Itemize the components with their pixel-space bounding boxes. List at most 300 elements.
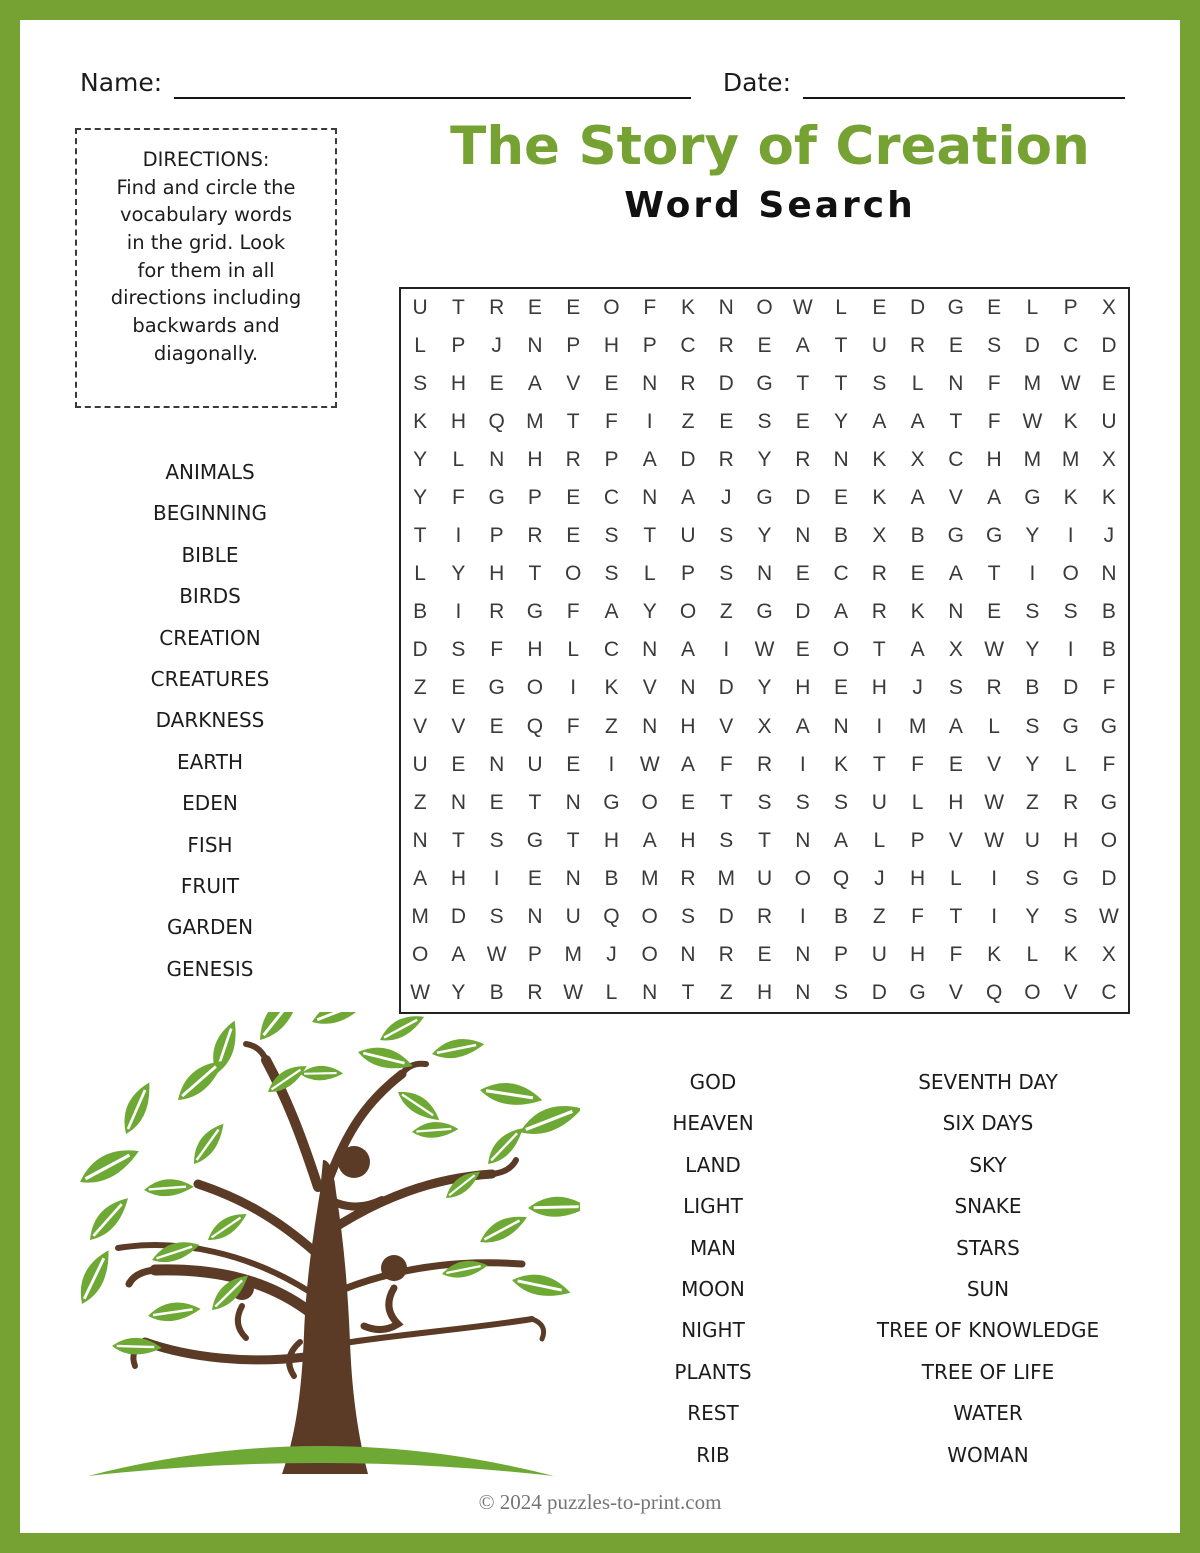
grid-letter[interactable]: V	[566, 372, 581, 396]
grid-letter[interactable]: W	[984, 828, 1005, 852]
grid-letter[interactable]: S	[451, 638, 466, 662]
grid-letter[interactable]: Y	[757, 448, 772, 472]
grid-letter[interactable]: U	[756, 866, 773, 890]
grid-letter[interactable]: E	[566, 524, 581, 548]
grid-letter[interactable]: D	[718, 676, 734, 700]
grid-letter[interactable]: R	[910, 334, 926, 358]
grid-letter[interactable]: W	[410, 980, 431, 1004]
grid-letter[interactable]: X	[1101, 296, 1116, 320]
grid-letter[interactable]: N	[833, 714, 849, 738]
grid-letter[interactable]: D	[1024, 334, 1040, 358]
grid-letter[interactable]: I	[876, 714, 883, 738]
grid-letter[interactable]: B	[489, 980, 504, 1004]
grid-letter[interactable]: C	[948, 448, 964, 472]
grid-letter[interactable]: E	[527, 296, 542, 320]
grid-letter[interactable]: D	[1101, 866, 1117, 890]
grid-letter[interactable]: W	[984, 790, 1005, 814]
grid-letter[interactable]: K	[1063, 942, 1078, 966]
grid-letter[interactable]: P	[834, 942, 849, 966]
grid-letter[interactable]: S	[604, 562, 619, 586]
grid-letter[interactable]: V	[948, 486, 963, 510]
grid-letter[interactable]: U	[565, 904, 581, 928]
grid-letter[interactable]: R	[718, 942, 734, 966]
grid-letter[interactable]: F	[605, 410, 618, 434]
grid-letter[interactable]: P	[527, 942, 542, 966]
grid-letter[interactable]: S	[1025, 714, 1040, 738]
grid-letter[interactable]: U	[412, 296, 428, 320]
grid-letter[interactable]: R	[756, 752, 773, 776]
grid-letter[interactable]: G	[1024, 486, 1041, 510]
grid-letter[interactable]: Z	[872, 904, 886, 928]
grid-letter[interactable]: H	[489, 562, 505, 586]
grid-letter[interactable]: S	[489, 904, 504, 928]
grid-letter[interactable]: O	[565, 562, 582, 586]
grid-letter[interactable]: N	[795, 980, 811, 1004]
grid-letter[interactable]: W	[1022, 410, 1043, 434]
grid-letter[interactable]: D	[718, 904, 734, 928]
grid-letter[interactable]: L	[414, 562, 426, 586]
grid-letter[interactable]: L	[567, 638, 580, 662]
grid-letter[interactable]: A	[451, 942, 466, 966]
grid-letter[interactable]: I	[1067, 638, 1074, 662]
grid-letter[interactable]: O	[1062, 562, 1079, 586]
grid-letter[interactable]: R	[718, 334, 734, 358]
grid-letter[interactable]: Y	[1025, 524, 1040, 548]
grid-letter[interactable]: J	[721, 486, 732, 510]
grid-letter[interactable]: O	[1100, 828, 1118, 852]
grid-letter[interactable]: D	[871, 980, 887, 1004]
grid-letter[interactable]: Z	[681, 410, 695, 434]
grid-letter[interactable]: A	[604, 600, 619, 624]
grid-letter[interactable]: N	[642, 372, 658, 396]
grid-letter[interactable]: D	[795, 486, 811, 510]
grid-letter[interactable]: R	[986, 676, 1002, 700]
grid-letter[interactable]: K	[1101, 486, 1116, 510]
grid-letter[interactable]: H	[527, 448, 543, 472]
grid-letter[interactable]: O	[603, 296, 620, 320]
grid-letter[interactable]: O	[526, 676, 544, 700]
grid-letter[interactable]: T	[834, 334, 848, 358]
grid-letter[interactable]: M	[717, 866, 735, 890]
grid-letter[interactable]: I	[570, 676, 577, 700]
grid-letter[interactable]: T	[643, 524, 657, 548]
grid-letter[interactable]: C	[603, 486, 620, 510]
grid-letter[interactable]: P	[451, 334, 466, 358]
grid-letter[interactable]: H	[1063, 828, 1079, 852]
grid-letter[interactable]: G	[1100, 714, 1118, 738]
grid-letter[interactable]: C	[833, 562, 849, 586]
name-input-line[interactable]	[174, 69, 691, 99]
grid-letter[interactable]: G	[1062, 866, 1079, 890]
grid-letter[interactable]: S	[1025, 866, 1040, 890]
grid-letter[interactable]: L	[873, 828, 886, 852]
grid-letter[interactable]: M	[640, 866, 659, 890]
grid-letter[interactable]: S	[795, 790, 810, 814]
grid-letter[interactable]: R	[718, 448, 734, 472]
grid-letter[interactable]: P	[566, 334, 581, 358]
grid-letter[interactable]: N	[948, 600, 964, 624]
grid-letter[interactable]: A	[910, 410, 925, 434]
grid-letter[interactable]: N	[565, 866, 581, 890]
grid-letter[interactable]: E	[566, 486, 581, 510]
grid-letter[interactable]: O	[641, 790, 658, 814]
grid-letter[interactable]: P	[680, 562, 695, 586]
grid-letter[interactable]: F	[719, 752, 733, 776]
grid-letter[interactable]: G	[947, 524, 965, 548]
grid-letter[interactable]: S	[719, 828, 734, 852]
grid-letter[interactable]: I	[493, 866, 500, 890]
grid-letter[interactable]: X	[910, 448, 925, 472]
grid-letter[interactable]: B	[910, 524, 925, 548]
grid-letter[interactable]: N	[833, 448, 849, 472]
grid-letter[interactable]: T	[719, 790, 733, 814]
grid-letter[interactable]: T	[796, 372, 810, 396]
grid-letter[interactable]: Z	[413, 790, 427, 814]
grid-letter[interactable]: E	[527, 866, 542, 890]
grid-letter[interactable]: C	[680, 334, 696, 358]
grid-letter[interactable]: G	[1062, 714, 1079, 738]
grid-letter[interactable]: L	[605, 980, 618, 1004]
grid-letter[interactable]: B	[1101, 600, 1116, 624]
grid-letter[interactable]: S	[757, 790, 772, 814]
grid-letter[interactable]: H	[871, 676, 887, 700]
grid-letter[interactable]: T	[566, 828, 580, 852]
grid-letter[interactable]: C	[1063, 334, 1079, 358]
grid-letter[interactable]: E	[795, 562, 810, 586]
grid-letter[interactable]: O	[641, 942, 658, 966]
grid-letter[interactable]: F	[1102, 676, 1116, 700]
grid-letter[interactable]: L	[452, 448, 465, 472]
grid-letter[interactable]: W	[1060, 372, 1081, 396]
grid-letter[interactable]: D	[680, 448, 696, 472]
grid-letter[interactable]: X	[1101, 448, 1116, 472]
grid-letter[interactable]: L	[1064, 752, 1077, 776]
grid-letter[interactable]: A	[680, 486, 695, 510]
grid-letter[interactable]: I	[1067, 524, 1074, 548]
grid-letter[interactable]: G	[603, 790, 620, 814]
grid-letter[interactable]: L	[414, 334, 426, 358]
grid-letter[interactable]: M	[1023, 372, 1042, 396]
grid-letter[interactable]: E	[948, 752, 963, 776]
grid-letter[interactable]: U	[871, 334, 887, 358]
grid-letter[interactable]: G	[985, 524, 1003, 548]
grid-letter[interactable]: S	[872, 372, 887, 396]
grid-letter[interactable]: E	[834, 676, 849, 700]
grid-letter[interactable]: M	[564, 942, 582, 966]
grid-letter[interactable]: J	[606, 942, 617, 966]
word-search-grid[interactable]	[399, 287, 1130, 1014]
grid-letter[interactable]: C	[603, 638, 620, 662]
grid-letter[interactable]: Y	[757, 524, 772, 548]
grid-letter[interactable]: H	[948, 790, 964, 814]
grid-letter[interactable]: D	[1063, 676, 1079, 700]
grid-letter[interactable]: J	[912, 676, 923, 700]
grid-letter[interactable]: E	[795, 410, 810, 434]
grid-letter[interactable]: S	[757, 410, 772, 434]
grid-letter[interactable]: M	[526, 410, 544, 434]
date-input-line[interactable]	[803, 69, 1125, 99]
grid-letter[interactable]: P	[527, 486, 542, 510]
grid-letter[interactable]: A	[795, 334, 810, 358]
grid-letter[interactable]: N	[565, 790, 581, 814]
grid-letter[interactable]: G	[526, 828, 544, 852]
grid-letter[interactable]: K	[987, 942, 1002, 966]
grid-letter[interactable]: A	[680, 752, 695, 776]
grid-letter[interactable]: K	[872, 486, 887, 510]
grid-letter[interactable]: F	[987, 372, 1001, 396]
grid-letter[interactable]: H	[910, 866, 926, 890]
grid-letter[interactable]: B	[1101, 638, 1116, 662]
grid-letter[interactable]: I	[455, 524, 462, 548]
grid-letter[interactable]: R	[565, 448, 581, 472]
grid-letter[interactable]: M	[908, 714, 927, 738]
grid-letter[interactable]: A	[795, 714, 810, 738]
grid-letter[interactable]: V	[451, 714, 466, 738]
grid-letter[interactable]: R	[871, 562, 887, 586]
grid-letter[interactable]: L	[1026, 942, 1039, 966]
grid-letter[interactable]: G	[947, 296, 965, 320]
grid-letter[interactable]: N	[718, 296, 734, 320]
grid-letter[interactable]: T	[451, 828, 465, 852]
grid-letter[interactable]: T	[872, 752, 886, 776]
grid-letter[interactable]: Q	[526, 714, 544, 738]
grid-letter[interactable]: Y	[1025, 752, 1040, 776]
grid-letter[interactable]: K	[872, 448, 887, 472]
grid-letter[interactable]: X	[1101, 942, 1116, 966]
grid-letter[interactable]: Z	[605, 714, 618, 738]
grid-letter[interactable]: A	[987, 486, 1002, 510]
grid-letter[interactable]: Y	[451, 562, 466, 586]
grid-letter[interactable]: N	[642, 980, 658, 1004]
grid-letter[interactable]: L	[1026, 296, 1039, 320]
grid-letter[interactable]: E	[1101, 372, 1116, 396]
grid-letter[interactable]: A	[948, 714, 963, 738]
grid-letter[interactable]: S	[1063, 600, 1078, 624]
grid-letter[interactable]: L	[988, 714, 1000, 738]
grid-letter[interactable]: S	[489, 828, 504, 852]
grid-letter[interactable]: T	[681, 980, 695, 1004]
grid-letter[interactable]: A	[910, 638, 925, 662]
grid-letter[interactable]: H	[450, 410, 466, 434]
grid-letter[interactable]: S	[719, 562, 734, 586]
grid-letter[interactable]: R	[1063, 790, 1079, 814]
grid-letter[interactable]: T	[528, 562, 542, 586]
grid-letter[interactable]: F	[911, 904, 924, 928]
grid-letter[interactable]: O	[679, 600, 697, 624]
grid-letter[interactable]: U	[871, 790, 887, 814]
grid-letter[interactable]: P	[1063, 296, 1078, 320]
grid-letter[interactable]: E	[566, 752, 581, 776]
grid-letter[interactable]: Q	[832, 866, 850, 890]
grid-letter[interactable]: I	[991, 866, 998, 890]
grid-letter[interactable]: N	[527, 904, 543, 928]
grid-letter[interactable]: P	[489, 524, 504, 548]
grid-letter[interactable]: G	[909, 980, 926, 1004]
grid-letter[interactable]: N	[795, 942, 811, 966]
grid-letter[interactable]: H	[527, 638, 543, 662]
grid-letter[interactable]: G	[488, 486, 505, 510]
grid-letter[interactable]: Z	[719, 600, 733, 624]
grid-letter[interactable]: N	[412, 828, 428, 852]
grid-letter[interactable]: E	[680, 790, 695, 814]
grid-letter[interactable]: K	[910, 600, 925, 624]
grid-letter[interactable]: G	[488, 676, 505, 700]
grid-letter[interactable]: R	[527, 524, 543, 548]
grid-letter[interactable]: N	[795, 828, 811, 852]
grid-letter[interactable]: H	[603, 828, 620, 852]
grid-letter[interactable]: O	[794, 866, 811, 890]
grid-letter[interactable]: H	[450, 372, 466, 396]
grid-letter[interactable]: K	[413, 410, 428, 434]
grid-letter[interactable]: U	[1101, 410, 1117, 434]
grid-letter[interactable]: F	[949, 942, 963, 966]
grid-letter[interactable]: I	[1029, 562, 1036, 586]
grid-letter[interactable]: Z	[413, 676, 427, 700]
grid-letter[interactable]: L	[950, 866, 962, 890]
grid-letter[interactable]: A	[642, 828, 657, 852]
grid-letter[interactable]: B	[604, 866, 619, 890]
grid-letter[interactable]: S	[1063, 904, 1078, 928]
grid-letter[interactable]: N	[642, 638, 658, 662]
grid-letter[interactable]: A	[948, 562, 963, 586]
grid-letter[interactable]: Y	[413, 486, 428, 510]
grid-letter[interactable]: M	[411, 904, 429, 928]
grid-letter[interactable]: A	[834, 600, 849, 624]
grid-letter[interactable]: W	[639, 752, 660, 776]
grid-letter[interactable]: E	[604, 372, 619, 396]
grid-letter[interactable]: L	[835, 296, 847, 320]
grid-letter[interactable]: I	[608, 752, 615, 776]
grid-letter[interactable]: A	[680, 638, 695, 662]
grid-letter[interactable]: E	[872, 296, 887, 320]
grid-letter[interactable]: H	[680, 714, 696, 738]
grid-letter[interactable]: N	[489, 752, 505, 776]
grid-letter[interactable]: U	[680, 524, 696, 548]
grid-letter[interactable]: V	[719, 714, 734, 738]
grid-letter[interactable]: J	[874, 866, 885, 890]
grid-letter[interactable]: T	[949, 904, 963, 928]
grid-letter[interactable]: F	[911, 752, 924, 776]
grid-letter[interactable]: T	[987, 562, 1001, 586]
grid-letter[interactable]: A	[527, 372, 542, 396]
grid-letter[interactable]: F	[643, 296, 657, 320]
grid-letter[interactable]: P	[604, 448, 619, 472]
grid-letter[interactable]: J	[1103, 524, 1115, 548]
grid-letter[interactable]: C	[1101, 980, 1117, 1004]
grid-letter[interactable]: T	[949, 410, 963, 434]
grid-letter[interactable]: S	[834, 790, 849, 814]
grid-letter[interactable]: B	[413, 600, 428, 624]
grid-letter[interactable]: S	[719, 524, 734, 548]
grid-letter[interactable]: E	[910, 562, 925, 586]
grid-letter[interactable]: E	[948, 334, 963, 358]
grid-letter[interactable]: Z	[719, 980, 733, 1004]
grid-letter[interactable]: F	[490, 638, 504, 662]
grid-letter[interactable]: U	[1024, 828, 1040, 852]
grid-letter[interactable]: W	[792, 296, 813, 320]
grid-letter[interactable]: I	[723, 638, 730, 662]
grid-letter[interactable]: D	[718, 372, 734, 396]
grid-letter[interactable]: X	[948, 638, 963, 662]
grid-letter[interactable]: V	[987, 752, 1002, 776]
grid-letter[interactable]: R	[489, 296, 505, 320]
grid-letter[interactable]: G	[756, 486, 773, 510]
grid-letter[interactable]: D	[450, 904, 466, 928]
grid-letter[interactable]: G	[756, 372, 773, 396]
grid-letter[interactable]: S	[1025, 600, 1040, 624]
grid-letter[interactable]: G	[526, 600, 544, 624]
grid-letter[interactable]: T	[528, 790, 542, 814]
grid-letter[interactable]: G	[1100, 790, 1118, 814]
grid-letter[interactable]: F	[451, 486, 465, 510]
grid-letter[interactable]: V	[948, 980, 963, 1004]
grid-letter[interactable]: A	[642, 448, 657, 472]
grid-letter[interactable]: W	[754, 638, 775, 662]
grid-letter[interactable]: H	[603, 334, 620, 358]
grid-letter[interactable]: E	[719, 410, 734, 434]
grid-letter[interactable]: E	[987, 600, 1002, 624]
grid-letter[interactable]: Z	[1025, 790, 1039, 814]
grid-letter[interactable]: M	[1023, 448, 1042, 472]
grid-letter[interactable]: D	[910, 296, 926, 320]
grid-letter[interactable]: R	[795, 448, 811, 472]
grid-letter[interactable]: K	[834, 752, 849, 776]
grid-letter[interactable]: V	[948, 828, 963, 852]
grid-letter[interactable]: X	[872, 524, 887, 548]
grid-letter[interactable]: N	[527, 334, 543, 358]
grid-letter[interactable]: E	[757, 942, 772, 966]
grid-letter[interactable]: L	[911, 790, 924, 814]
grid-letter[interactable]: O	[756, 296, 773, 320]
grid-letter[interactable]: Y	[642, 600, 657, 624]
grid-letter[interactable]: T	[451, 296, 465, 320]
grid-letter[interactable]: Y	[451, 980, 466, 1004]
grid-letter[interactable]: D	[795, 600, 811, 624]
grid-letter[interactable]: J	[491, 334, 502, 358]
grid-letter[interactable]: O	[832, 638, 850, 662]
grid-letter[interactable]: S	[948, 676, 963, 700]
grid-letter[interactable]: O	[411, 942, 429, 966]
grid-letter[interactable]: K	[1063, 486, 1078, 510]
grid-letter[interactable]: U	[527, 752, 543, 776]
grid-letter[interactable]: E	[489, 790, 504, 814]
grid-letter[interactable]: X	[757, 714, 772, 738]
grid-letter[interactable]: S	[413, 372, 428, 396]
grid-letter[interactable]: V	[1063, 980, 1078, 1004]
grid-letter[interactable]: R	[756, 904, 773, 928]
grid-letter[interactable]: O	[1024, 980, 1041, 1004]
grid-letter[interactable]: Y	[413, 448, 428, 472]
grid-letter[interactable]: R	[680, 372, 696, 396]
grid-letter[interactable]: L	[911, 372, 924, 396]
grid-letter[interactable]: R	[871, 600, 887, 624]
grid-letter[interactable]: N	[948, 372, 964, 396]
grid-letter[interactable]: M	[1061, 448, 1080, 472]
grid-letter[interactable]: K	[680, 296, 695, 320]
grid-letter[interactable]: A	[413, 866, 428, 890]
grid-letter[interactable]: W	[563, 980, 584, 1004]
grid-letter[interactable]: T	[413, 524, 427, 548]
grid-letter[interactable]: T	[758, 828, 771, 852]
grid-letter[interactable]: E	[489, 714, 504, 738]
grid-letter[interactable]: S	[987, 334, 1002, 358]
grid-letter[interactable]: E	[489, 372, 504, 396]
grid-letter[interactable]: Y	[834, 410, 849, 434]
grid-letter[interactable]: L	[643, 562, 656, 586]
grid-letter[interactable]: T	[834, 372, 848, 396]
grid-letter[interactable]: I	[799, 904, 806, 928]
grid-letter[interactable]: R	[489, 600, 505, 624]
